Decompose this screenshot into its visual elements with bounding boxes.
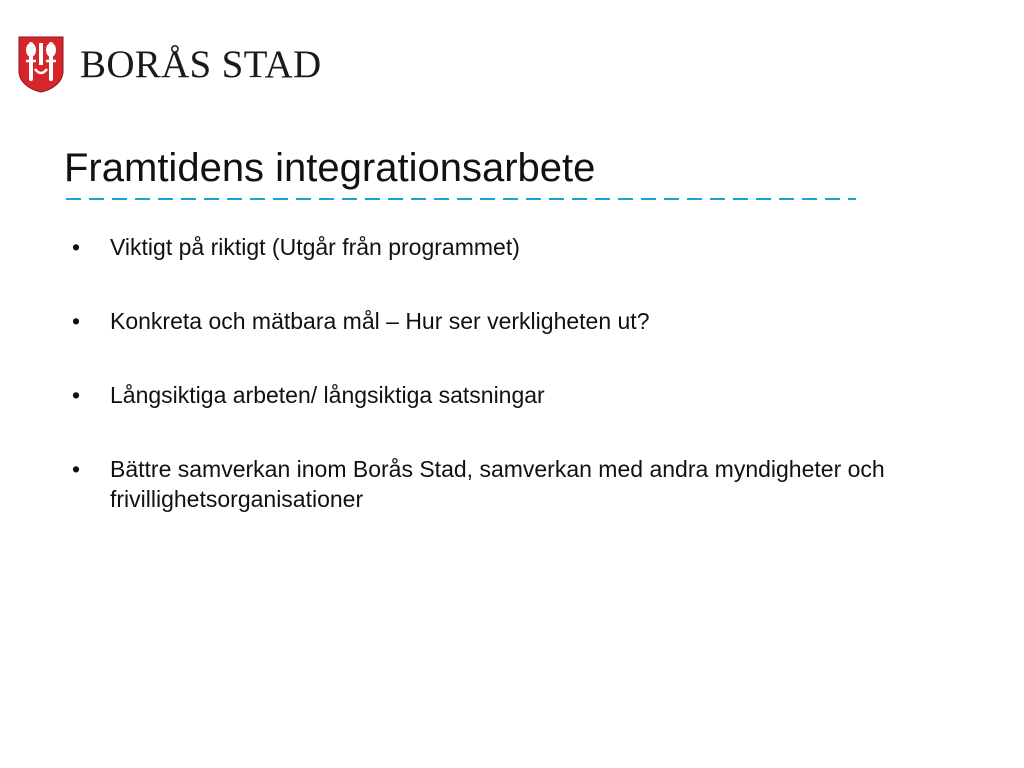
logo-wordmark: BORÅS STAD	[80, 42, 322, 86]
bullet-glyph: •	[72, 234, 81, 260]
bullet-glyph: •	[72, 456, 81, 482]
bullet-text: Bättre samverkan inom Borås Stad, samverkan med andra myndigheter och frivillighetsorganisationer	[110, 456, 885, 512]
bullet-item-3	[64, 380, 924, 410]
bullet-text: Viktigt på riktigt (Utgår från programmet)	[110, 234, 520, 260]
bullet-glyph: •	[72, 308, 81, 334]
boras-stad-logo	[17, 34, 322, 94]
bullet-item-1	[64, 232, 924, 262]
title-divider-dashed	[66, 196, 856, 202]
slide-title: Framtidens integrationsarbete	[64, 146, 596, 190]
bullet-item-2	[64, 306, 924, 336]
boras-coat-of-arms-icon	[17, 35, 65, 93]
bullet-text: Konkreta och mätbara mål – Hur ser verkligheten ut?	[110, 308, 650, 334]
bullet-text: Långsiktiga arbeten/ långsiktiga satsningar	[110, 382, 545, 408]
bullet-glyph: •	[72, 382, 81, 408]
bullet-list	[64, 232, 924, 514]
bullet-item-4	[64, 454, 924, 514]
